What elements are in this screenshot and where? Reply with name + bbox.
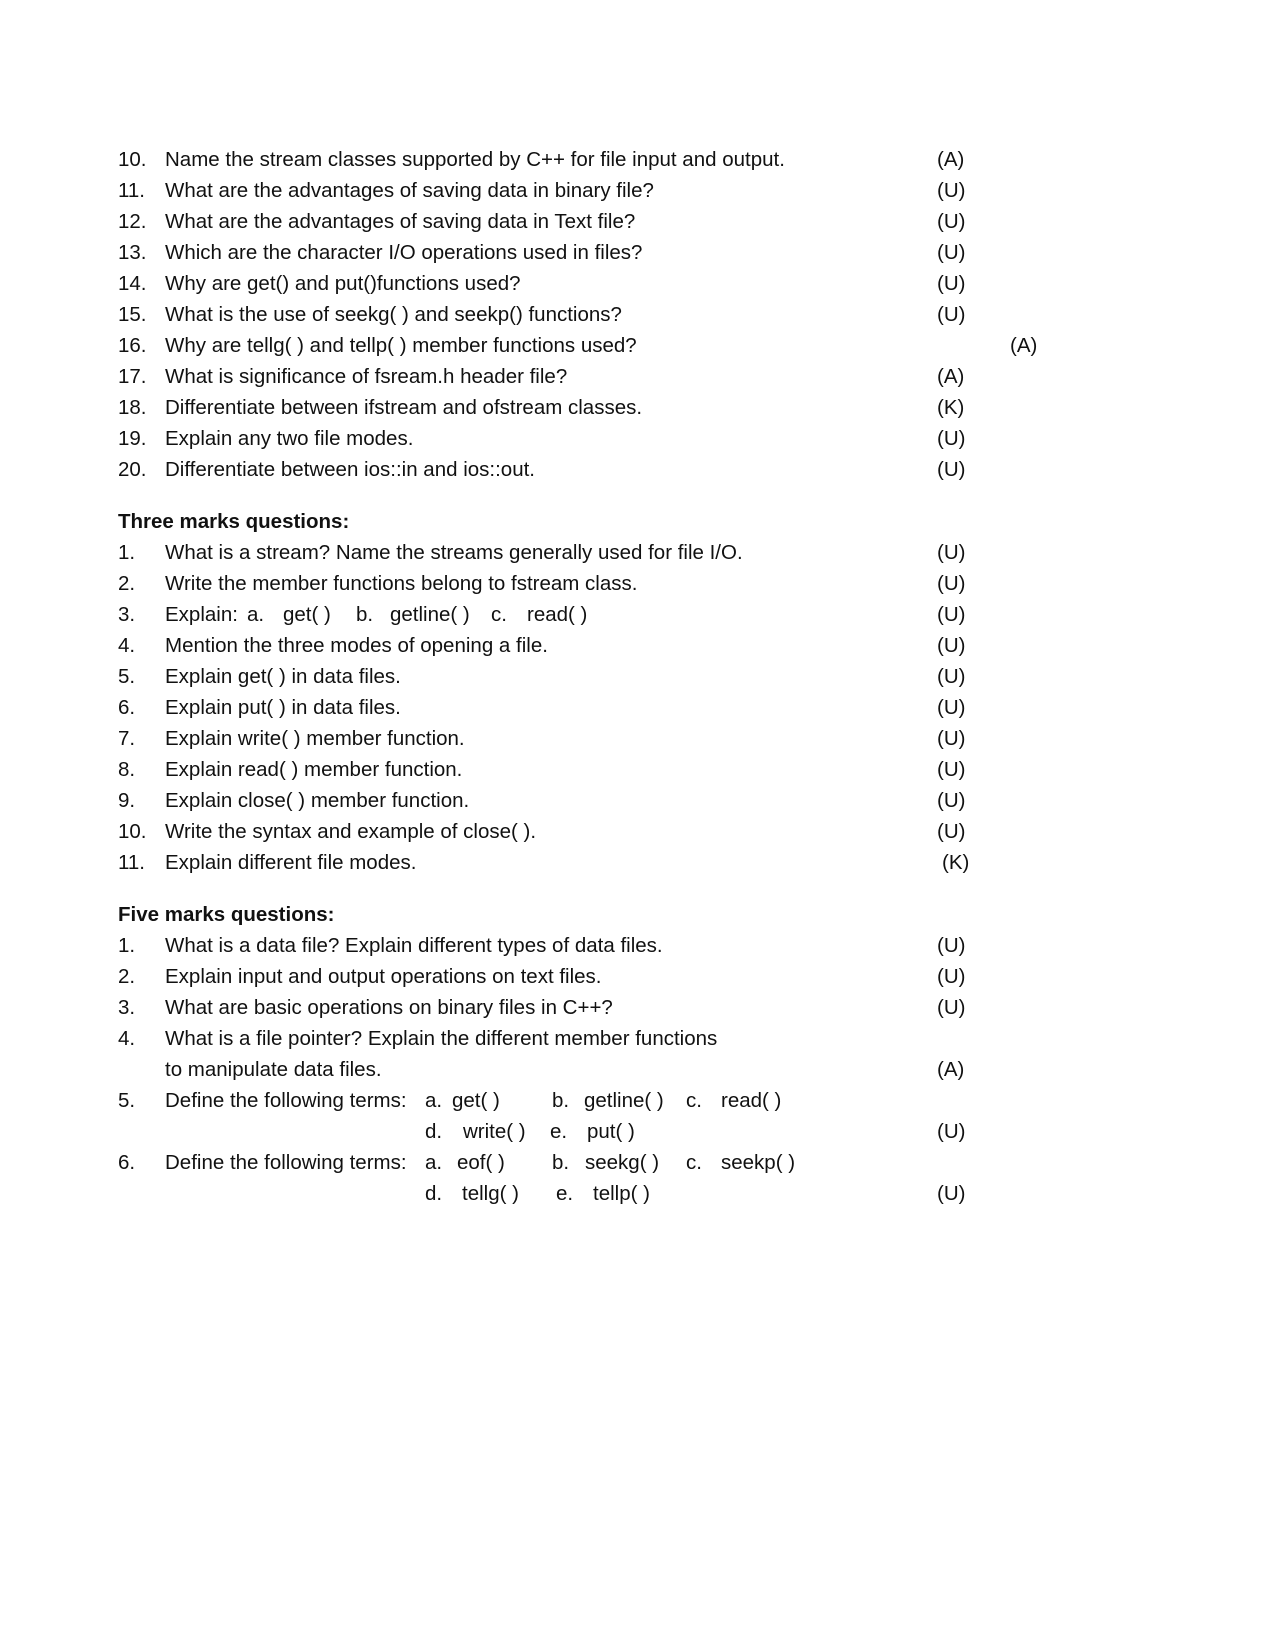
question-level: (A) (937, 1058, 965, 1081)
part-term: read( ) (527, 603, 588, 626)
question-row (0, 1024, 1275, 1054)
question-text: Define the following terms: (165, 1151, 407, 1174)
question-number: 5. (118, 1089, 136, 1112)
question-row (0, 993, 1275, 1023)
question-number: 13. (118, 241, 147, 264)
question-row (0, 755, 1275, 785)
question-row (0, 600, 1275, 630)
question-level: (U) (937, 272, 966, 295)
question-number: 6. (118, 1151, 136, 1174)
section-heading: Three marks questions: (118, 510, 350, 533)
question-text: Explain any two file modes. (165, 427, 414, 450)
question-level: (U) (937, 210, 966, 233)
part-term: tellp( ) (593, 1182, 650, 1205)
question-level: (U) (937, 727, 966, 750)
part-letter: c. (491, 603, 507, 626)
part-term: tellg( ) (462, 1182, 519, 1205)
question-level: (U) (937, 179, 966, 202)
question-text: What is significance of fsream.h header file? (165, 365, 568, 388)
question-number: 3. (118, 996, 136, 1019)
question-row (0, 331, 1275, 361)
part-term: get( ) (452, 1089, 500, 1112)
question-continuation-row (0, 1179, 1275, 1209)
question-text: Explain put( ) in data files. (165, 696, 401, 719)
question-level: (U) (937, 1182, 966, 1205)
part-term: getline( ) (584, 1089, 664, 1112)
part-letter: a. (247, 603, 265, 626)
question-text: What are basic operations on binary files in C++? (165, 996, 613, 1019)
part-letter: e. (556, 1182, 574, 1205)
question-row (0, 848, 1275, 878)
question-row (0, 962, 1275, 992)
part-term: write( ) (463, 1120, 526, 1143)
question-text: Explain get( ) in data files. (165, 665, 401, 688)
question-number: 3. (118, 603, 136, 626)
section-heading: Five marks questions: (118, 903, 335, 926)
question-level: (K) (937, 396, 965, 419)
question-row (0, 538, 1275, 568)
question-row (0, 238, 1275, 268)
question-continuation-row (0, 1055, 1275, 1085)
part-term: seekp( ) (721, 1151, 796, 1174)
question-text: What are the advantages of saving data in Text file? (165, 210, 636, 233)
question-number: 17. (118, 365, 147, 388)
question-text: Explain close( ) member function. (165, 789, 470, 812)
question-text: Write the member functions belong to fstream class. (165, 572, 638, 595)
question-text: Differentiate between ifstream and ofstream classes. (165, 396, 643, 419)
question-text: Differentiate between ios::in and ios::out. (165, 458, 535, 481)
question-level: (U) (937, 965, 966, 988)
question-level: (U) (937, 665, 966, 688)
question-text: Which are the character I/O operations used in files? (165, 241, 643, 264)
question-text: Write the syntax and example of close( ). (165, 820, 537, 843)
question-row (0, 300, 1275, 330)
question-level: (U) (937, 303, 966, 326)
question-text: What is a stream? Name the streams generally used for file I/O. (165, 541, 743, 564)
question-number: 2. (118, 965, 136, 988)
question-number: 20. (118, 458, 147, 481)
part-letter: b. (552, 1089, 570, 1112)
question-level: (U) (937, 996, 966, 1019)
question-number: 5. (118, 665, 136, 688)
section-heading-row (0, 900, 1275, 930)
question-text: What is the use of seekg( ) and seekp() functions? (165, 303, 622, 326)
question-level: (U) (937, 820, 966, 843)
question-number: 14. (118, 272, 147, 295)
part-letter: c. (686, 1089, 702, 1112)
question-text: Explain write( ) member function. (165, 727, 465, 750)
part-letter: b. (552, 1151, 570, 1174)
part-term: eof( ) (457, 1151, 505, 1174)
question-number: 10. (118, 148, 147, 171)
question-level: (U) (937, 427, 966, 450)
question-row (0, 362, 1275, 392)
question-number: 9. (118, 789, 136, 812)
question-level: (A) (937, 365, 965, 388)
part-term: seekg( ) (585, 1151, 660, 1174)
part-term: put( ) (587, 1120, 635, 1143)
question-row (0, 569, 1275, 599)
part-letter: d. (425, 1182, 443, 1205)
question-row (0, 693, 1275, 723)
question-row (0, 269, 1275, 299)
part-letter: a. (425, 1089, 443, 1112)
part-letter: d. (425, 1120, 443, 1143)
question-level: (U) (937, 1120, 966, 1143)
question-number: 4. (118, 634, 136, 657)
question-level: (K) (942, 851, 970, 874)
question-number: 8. (118, 758, 136, 781)
question-number: 19. (118, 427, 147, 450)
question-text: Why are tellg( ) and tellp( ) member functions used? (165, 334, 637, 357)
question-level: (U) (937, 603, 966, 626)
question-text: What is a file pointer? Explain the different member functions (165, 1027, 718, 1050)
question-row (0, 1086, 1275, 1116)
part-term: getline( ) (390, 603, 470, 626)
question-text-continued: to manipulate data files. (165, 1058, 382, 1081)
part-letter: a. (425, 1151, 443, 1174)
question-row (0, 393, 1275, 423)
question-row (0, 176, 1275, 206)
question-number: 11. (118, 851, 145, 874)
question-row (0, 1148, 1275, 1178)
part-letter: c. (686, 1151, 702, 1174)
part-term: read( ) (721, 1089, 782, 1112)
question-row (0, 662, 1275, 692)
question-text: Mention the three modes of opening a file. (165, 634, 548, 657)
question-number: 15. (118, 303, 147, 326)
question-text: Explain read( ) member function. (165, 758, 463, 781)
question-row (0, 455, 1275, 485)
question-text: What is a data file? Explain different types of data files. (165, 934, 663, 957)
question-row (0, 145, 1275, 175)
question-number: 7. (118, 727, 136, 750)
question-row (0, 724, 1275, 754)
question-level: (U) (937, 541, 966, 564)
question-number: 4. (118, 1027, 136, 1050)
question-row (0, 931, 1275, 961)
question-level: (U) (937, 934, 966, 957)
question-number: 1. (118, 541, 136, 564)
question-level: (U) (937, 758, 966, 781)
question-continuation-row (0, 1117, 1275, 1147)
question-text: Explain different file modes. (165, 851, 417, 874)
question-text: Why are get() and put()functions used? (165, 272, 521, 295)
question-level: (U) (937, 789, 966, 812)
part-letter: b. (356, 603, 374, 626)
question-number: 1. (118, 934, 136, 957)
question-level: (A) (937, 148, 965, 171)
question-text: Name the stream classes supported by C++ for file input and output. (165, 148, 785, 171)
question-level: (U) (937, 241, 966, 264)
question-row (0, 786, 1275, 816)
part-term: get( ) (283, 603, 331, 626)
question-level: (U) (937, 696, 966, 719)
question-text: Explain: (165, 603, 238, 626)
part-letter: e. (550, 1120, 568, 1143)
section-heading-row (0, 507, 1275, 537)
question-text: Explain input and output operations on text files. (165, 965, 602, 988)
question-level: (A) (1010, 334, 1038, 357)
question-level: (U) (937, 572, 966, 595)
question-row (0, 424, 1275, 454)
question-number: 2. (118, 572, 136, 595)
question-number: 16. (118, 334, 147, 357)
question-number: 18. (118, 396, 147, 419)
question-text: What are the advantages of saving data in binary file? (165, 179, 654, 202)
question-level: (U) (937, 634, 966, 657)
question-number: 12. (118, 210, 147, 233)
question-text: Define the following terms: (165, 1089, 407, 1112)
question-level: (U) (937, 458, 966, 481)
question-number: 6. (118, 696, 136, 719)
question-number: 10. (118, 820, 147, 843)
question-row (0, 817, 1275, 847)
question-row (0, 207, 1275, 237)
question-number: 11. (118, 179, 145, 202)
question-row (0, 631, 1275, 661)
